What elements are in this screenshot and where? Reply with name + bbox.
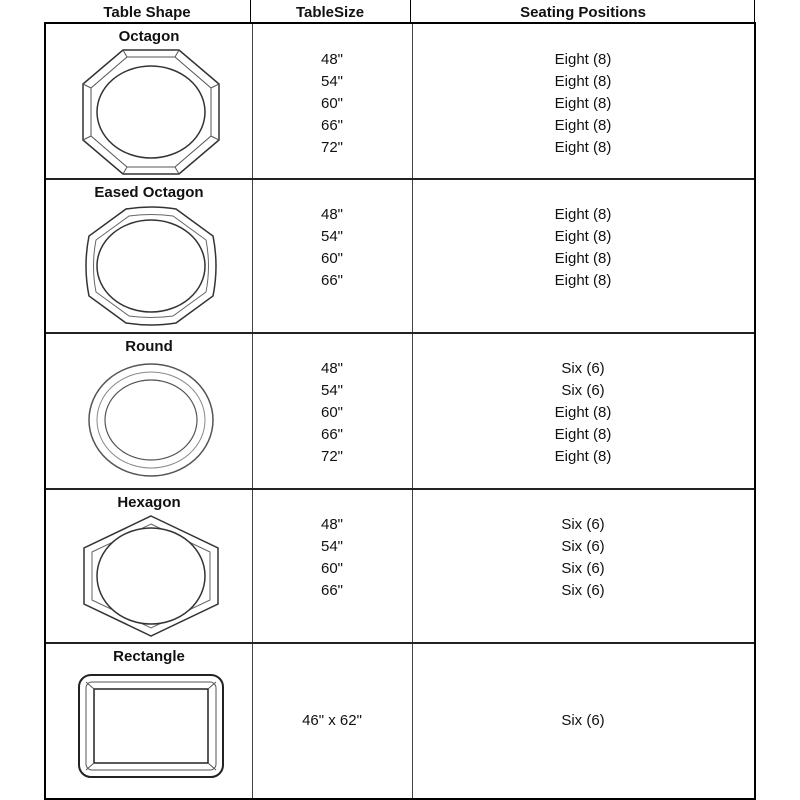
seating-value: Eight (8) <box>554 73 612 90</box>
size-list <box>252 358 412 468</box>
size-value: 54" <box>320 382 343 399</box>
seating-value: Eight (8) <box>554 272 612 289</box>
table-row <box>46 644 754 798</box>
size-list <box>252 514 412 602</box>
size-list <box>252 204 412 292</box>
seating-value: Six (6) <box>561 538 605 555</box>
size-value: 54" <box>320 73 343 90</box>
seating-list <box>412 710 754 732</box>
seating-value: Six (6) <box>561 582 605 599</box>
size-value: 54" <box>320 228 343 245</box>
header-table-size: TableSize <box>295 4 365 21</box>
round-icon <box>76 360 226 480</box>
seating-value: Eight (8) <box>554 404 612 421</box>
size-list <box>252 49 412 159</box>
size-value: 72" <box>320 448 343 465</box>
seating-list <box>412 358 754 468</box>
seating-value: Six (6) <box>561 712 605 729</box>
seating-value: Eight (8) <box>554 228 612 245</box>
size-list <box>252 710 412 732</box>
size-value: 66" <box>320 272 343 289</box>
rectangle-icon <box>76 672 226 780</box>
seating-value: Eight (8) <box>554 51 612 68</box>
seating-value: Eight (8) <box>554 250 612 267</box>
size-value: 54" <box>320 538 343 555</box>
seating-value: Eight (8) <box>554 426 612 443</box>
shape-name: Octagon <box>118 28 180 45</box>
octagon-icon <box>76 48 226 176</box>
shape-name: Rectangle <box>113 648 185 665</box>
shape-name: Eased Octagon <box>94 184 204 201</box>
seating-list <box>412 49 754 159</box>
size-value: 60" <box>320 560 343 577</box>
size-value: 46" x 62" <box>302 712 362 729</box>
table-row <box>46 24 754 180</box>
size-value: 66" <box>320 117 343 134</box>
seating-value: Eight (8) <box>554 95 612 112</box>
table-row <box>46 490 754 644</box>
seating-value: Six (6) <box>561 516 605 533</box>
size-value: 66" <box>320 426 343 443</box>
size-value: 48" <box>320 360 343 377</box>
seating-value: Six (6) <box>561 382 605 399</box>
seating-value: Eight (8) <box>554 117 612 134</box>
header-divider <box>410 0 411 22</box>
size-value: 48" <box>320 516 343 533</box>
seating-list <box>412 514 754 602</box>
header-divider <box>250 0 251 22</box>
header-seating-positions: Seating Positions <box>520 4 646 21</box>
size-value: 48" <box>320 206 343 223</box>
seating-list <box>412 204 754 292</box>
seating-value: Eight (8) <box>554 206 612 223</box>
seating-value: Six (6) <box>561 360 605 377</box>
size-value: 60" <box>320 95 343 112</box>
seating-value: Six (6) <box>561 560 605 577</box>
hexagon-icon <box>76 514 226 638</box>
table-body <box>44 22 756 800</box>
table-row <box>46 334 754 490</box>
table-row <box>46 180 754 334</box>
seating-value: Eight (8) <box>554 448 612 465</box>
shape-name: Hexagon <box>117 494 181 511</box>
size-value: 60" <box>320 404 343 421</box>
header-divider <box>754 0 755 22</box>
size-value: 72" <box>320 139 343 156</box>
shape-name: Round <box>125 338 173 355</box>
table-header <box>44 0 756 24</box>
size-value: 66" <box>320 582 343 599</box>
eased-octagon-icon <box>76 206 226 326</box>
size-value: 48" <box>320 51 343 68</box>
header-table-shape: Table Shape <box>103 4 191 21</box>
size-value: 60" <box>320 250 343 267</box>
seating-value: Eight (8) <box>554 139 612 156</box>
